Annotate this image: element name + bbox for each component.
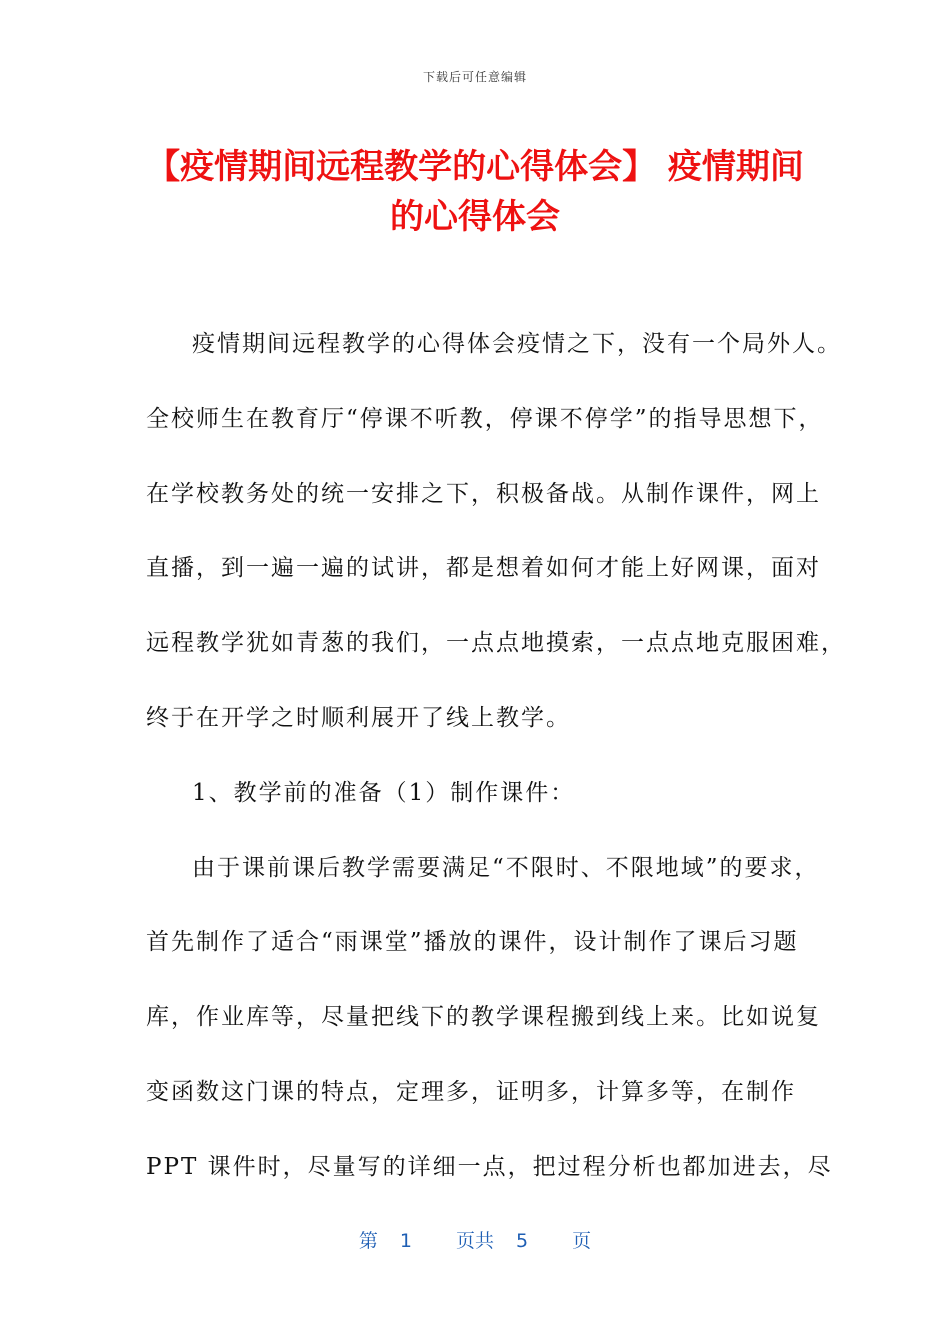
- body-line: 直播，到一遍一遍的试讲，都是想着如何才能上好网课，面对: [146, 555, 821, 582]
- header-note: 下载后可任意编辑: [422, 70, 527, 84]
- footer-prefix: 第: [358, 1230, 378, 1252]
- body-line: 1、教学前的准备（1）制作课件：: [192, 779, 576, 806]
- body-line: 在学校教务处的统一安排之下，积极备战。从制作课件，网上: [146, 480, 821, 507]
- footer-current-page: 1: [399, 1230, 412, 1252]
- document-title: 【疫情期间远程教学的心得体会】 疫情期间的心得体会: [146, 147, 804, 237]
- footer-total-pages: 5: [516, 1230, 529, 1252]
- body-line: 变函数这门课的特点，定理多，证明多，计算多等，在制作: [146, 1078, 796, 1105]
- body-line: 疫情期间远程教学的心得体会疫情之下，没有一个局外人。: [192, 331, 842, 357]
- body-line: 全校师生在教育厅“停课不听教，停课不停学”的指导思想下，: [146, 405, 824, 432]
- page-footer: [0, 1226, 950, 1253]
- body-line: 远程教学犹如青葱的我们，一点点地摸索，一点点地克服困难，: [146, 630, 846, 657]
- body-line: PPT 课件时，尽量写的详细一点，把过程分析也都加进去，尽: [146, 1153, 833, 1180]
- body-line: 终于在开学之时顺利展开了线上教学。: [146, 704, 571, 731]
- body-line: 首先制作了适合“雨课堂”播放的课件，设计制作了课后习题: [146, 929, 799, 956]
- body-line: 库，作业库等，尽量把线下的教学课程搬到线上来。比如说复: [146, 1004, 821, 1031]
- footer-middle: 页共: [455, 1230, 494, 1252]
- body-text: [146, 318, 846, 1216]
- body-line: 由于课前课后教学需要满足“不限时、不限地域”的要求，: [192, 854, 820, 881]
- footer-suffix: 页: [572, 1230, 592, 1252]
